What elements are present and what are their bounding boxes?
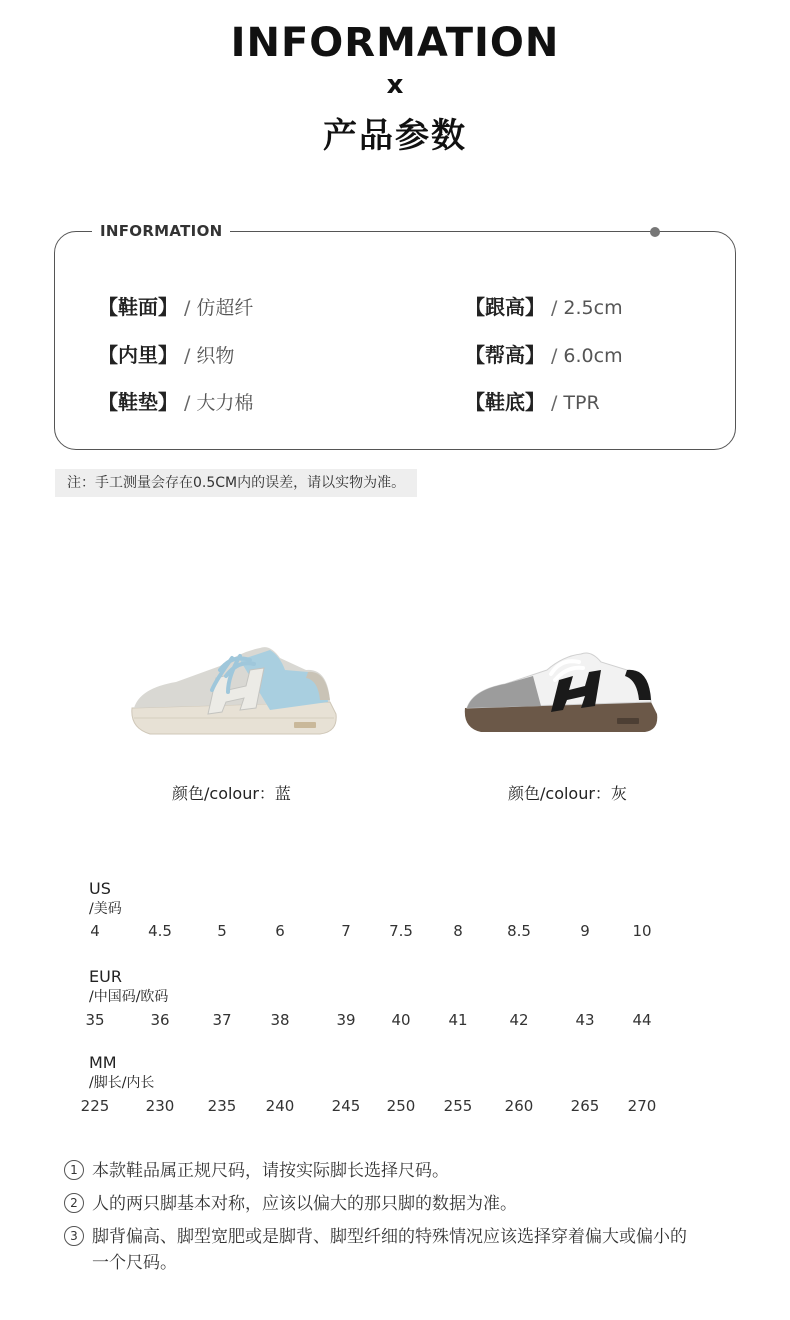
size-mm-value: 270 xyxy=(627,1097,657,1115)
size-eur-value: 43 xyxy=(575,1011,595,1029)
spec-upper xyxy=(98,291,253,320)
tip-text: 脚背偏高、脚型宽肥或是脚背、脚型纤细的特殊情况应该选择穿着偏大或偏小的 xyxy=(92,1227,687,1247)
size-mm-value: 245 xyxy=(331,1097,361,1115)
spec-sep: / xyxy=(551,297,558,319)
info-panel-label: INFORMATION xyxy=(92,222,230,240)
spec-sep: / xyxy=(551,392,558,414)
size-us-value: 4.5 xyxy=(148,922,172,940)
spec-value: 6.0cm xyxy=(563,345,623,367)
size-eur-title: EUR xyxy=(89,967,122,986)
size-us-title: US xyxy=(89,879,111,898)
size-mm-subtitle: /脚长/内长 xyxy=(89,1075,155,1091)
colour-label-blue: 颜色/colour：蓝 xyxy=(172,784,291,803)
spec-key: 【鞋面】 xyxy=(98,295,178,319)
size-mm-value: 265 xyxy=(570,1097,600,1115)
spec-value: 2.5cm xyxy=(563,297,623,319)
spec-outsole xyxy=(465,386,600,415)
size-eur-subtitle: /中国码/欧码 xyxy=(89,989,169,1005)
spec-key: 【跟高】 xyxy=(465,295,545,319)
spec-value: 大力棉 xyxy=(196,392,254,414)
size-eur-value: 35 xyxy=(85,1011,105,1029)
spec-insole xyxy=(98,386,253,415)
size-us-value: 4 xyxy=(90,922,100,940)
size-us-value: 7 xyxy=(341,922,351,940)
size-us-value: 9 xyxy=(580,922,590,940)
dot-icon xyxy=(650,227,660,237)
size-mm-value: 260 xyxy=(504,1097,534,1115)
title-separator: x xyxy=(386,70,404,100)
spec-sep: / xyxy=(184,392,191,414)
size-eur-value: 40 xyxy=(391,1011,411,1029)
size-eur-value: 42 xyxy=(509,1011,529,1029)
blue-sneaker-image xyxy=(120,630,350,750)
spec-value: 仿超纤 xyxy=(196,297,254,319)
size-mm-value: 255 xyxy=(443,1097,473,1115)
spec-key: 【鞋垫】 xyxy=(98,390,178,414)
spec-shaft-height xyxy=(465,339,623,368)
circled-number-icon: 1 xyxy=(64,1160,84,1180)
size-us-value: 8 xyxy=(453,922,463,940)
size-us-subtitle: /美码 xyxy=(89,901,122,917)
spec-lining xyxy=(98,339,234,368)
tip-text-continued: 一个尺码。 xyxy=(92,1253,177,1273)
spec-key: 【帮高】 xyxy=(465,343,545,367)
size-mm-value: 240 xyxy=(265,1097,295,1115)
spec-key: 【内里】 xyxy=(98,343,178,367)
size-eur-value: 38 xyxy=(270,1011,290,1029)
size-mm-value: 230 xyxy=(145,1097,175,1115)
spec-value: 织物 xyxy=(196,345,235,367)
size-eur-value: 36 xyxy=(150,1011,170,1029)
circled-number-icon: 3 xyxy=(64,1226,84,1246)
tip-3 xyxy=(64,1224,744,1276)
size-us-value: 8.5 xyxy=(507,922,531,940)
size-us-value: 7.5 xyxy=(389,922,413,940)
size-us-value: 10 xyxy=(632,922,652,940)
spec-heel-height xyxy=(465,291,623,320)
circled-number-icon: 2 xyxy=(64,1193,84,1213)
size-us-value: 6 xyxy=(275,922,285,940)
size-eur-value: 44 xyxy=(632,1011,652,1029)
page-subtitle: 产品参数 xyxy=(323,116,467,156)
spec-sep: / xyxy=(184,345,191,367)
colour-label-grey: 颜色/colour：灰 xyxy=(508,784,627,803)
tip-1 xyxy=(64,1158,449,1184)
measurement-note: 注：手工测量会存在0.5CM内的误差，请以实物为准。 xyxy=(55,469,417,497)
size-eur-value: 37 xyxy=(212,1011,232,1029)
size-eur-value: 41 xyxy=(448,1011,468,1029)
spec-value: TPR xyxy=(563,392,600,414)
tip-text: 本款鞋品属正规尺码，请按实际脚长选择尺码。 xyxy=(92,1161,449,1181)
spec-sep: / xyxy=(184,297,191,319)
page-title: INFORMATION xyxy=(230,20,560,66)
size-eur-value: 39 xyxy=(336,1011,356,1029)
tip-2 xyxy=(64,1191,517,1217)
size-mm-title: MM xyxy=(89,1053,117,1072)
grey-sneaker-image xyxy=(455,640,665,745)
size-mm-value: 225 xyxy=(80,1097,110,1115)
spec-sep: / xyxy=(551,345,558,367)
size-mm-value: 250 xyxy=(386,1097,416,1115)
size-mm-value: 235 xyxy=(207,1097,237,1115)
size-us-value: 5 xyxy=(217,922,227,940)
spec-key: 【鞋底】 xyxy=(465,390,545,414)
tip-text: 人的两只脚基本对称，应该以偏大的那只脚的数据为准。 xyxy=(92,1194,517,1214)
